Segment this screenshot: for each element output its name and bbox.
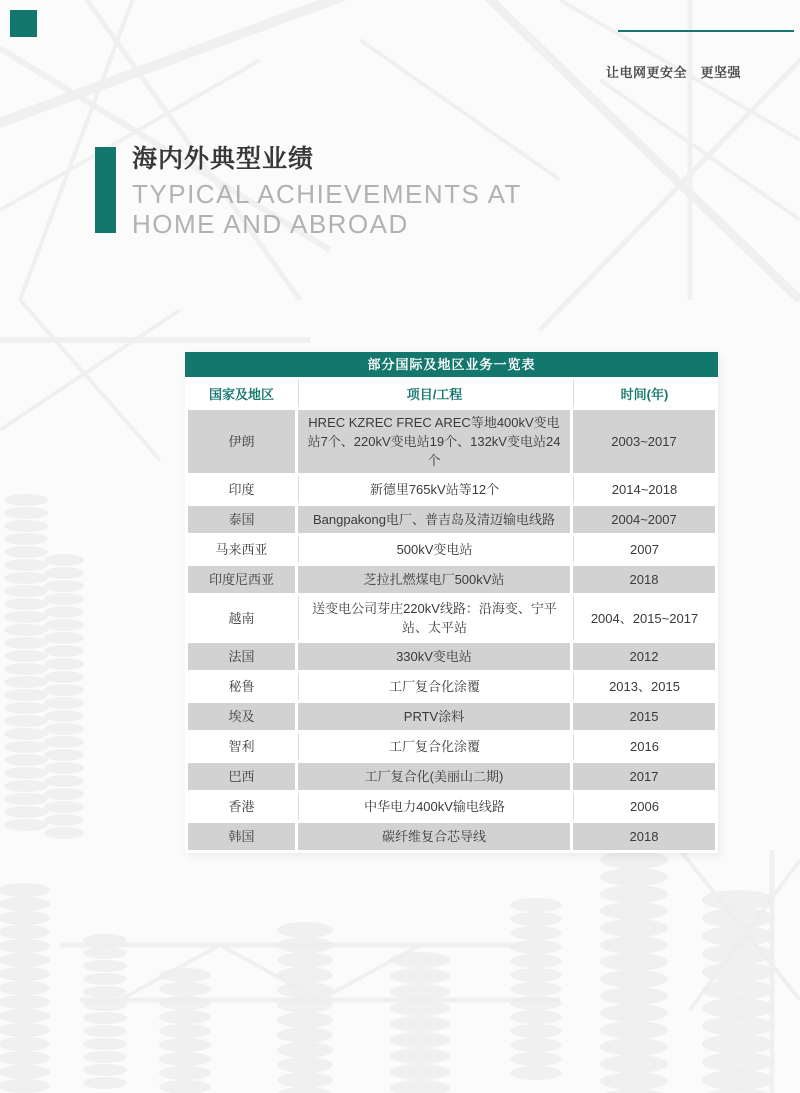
cell-project: 中华电力400kV输电线路 xyxy=(298,793,570,820)
cell-project: 新德里765kV站等12个 xyxy=(298,476,570,503)
cell-years: 2013、2015 xyxy=(573,673,715,700)
cell-region: 秘鲁 xyxy=(188,673,295,700)
table-title: 部分国际及地区业务一览表 xyxy=(185,352,718,377)
cell-region: 印度尼西亚 xyxy=(188,566,295,593)
cell-years: 2012 xyxy=(573,643,715,670)
section-heading xyxy=(95,143,522,239)
cell-project: 500kV变电站 xyxy=(298,536,570,563)
section-title-en-line2: HOME AND ABROAD xyxy=(132,209,409,239)
cell-years: 2017 xyxy=(573,763,715,790)
cell-years: 2004~2007 xyxy=(573,506,715,533)
cell-project: 芝拉扎燃煤电厂500kV站 xyxy=(298,566,570,593)
table-row xyxy=(188,506,715,533)
table-row xyxy=(188,763,715,790)
table-body xyxy=(188,410,715,850)
table-header xyxy=(188,380,715,407)
cell-region: 埃及 xyxy=(188,703,295,730)
heading-accent-bar xyxy=(95,147,116,233)
table-header-row xyxy=(188,380,715,407)
cell-years: 2018 xyxy=(573,823,715,850)
cell-region: 越南 xyxy=(188,596,295,640)
cell-years: 2018 xyxy=(573,566,715,593)
cell-project: 工厂复合化涂覆 xyxy=(298,733,570,760)
cell-region: 巴西 xyxy=(188,763,295,790)
table-row xyxy=(188,733,715,760)
table-row xyxy=(188,410,715,473)
section-title-en-line1: TYPICAL ACHIEVEMENTS AT xyxy=(132,179,522,209)
cell-years: 2003~2017 xyxy=(573,410,715,473)
table-row xyxy=(188,536,715,563)
table-row xyxy=(188,703,715,730)
achievements-table xyxy=(185,352,718,853)
section-title-zh: 海内外典型业绩 xyxy=(132,145,315,173)
section-title-en xyxy=(132,179,522,239)
table-row xyxy=(188,596,715,640)
cell-region: 印度 xyxy=(188,476,295,503)
cell-project: 碳纤维复合芯导线 xyxy=(298,823,570,850)
cell-years: 2016 xyxy=(573,733,715,760)
column-header-project: 项目/工程 xyxy=(298,380,570,407)
cell-project: 工厂复合化(美丽山二期) xyxy=(298,763,570,790)
cell-region: 马来西亚 xyxy=(188,536,295,563)
column-header-years: 时间(年) xyxy=(573,380,715,407)
table-row xyxy=(188,476,715,503)
cell-region: 泰国 xyxy=(188,506,295,533)
cell-years: 2004、2015~2017 xyxy=(573,596,715,640)
cell-region: 智利 xyxy=(188,733,295,760)
table-row xyxy=(188,566,715,593)
cell-project: Bangpakong电厂、普吉岛及清迈输电线路 xyxy=(298,506,570,533)
cell-region: 韩国 xyxy=(188,823,295,850)
corner-accent-square xyxy=(10,10,37,37)
heading-text xyxy=(132,143,522,239)
cell-project: 送变电公司芽庄220kV线路：沿海变、宁平站、太平站 xyxy=(298,596,570,640)
cell-years: 2014~2018 xyxy=(573,476,715,503)
page-slogan: 让电网更安全 更坚强 xyxy=(606,65,742,80)
cell-project: 工厂复合化涂覆 xyxy=(298,673,570,700)
slogan-overline xyxy=(618,30,794,32)
table-row xyxy=(188,823,715,850)
table-row xyxy=(188,673,715,700)
cell-years: 2015 xyxy=(573,703,715,730)
cell-region: 法国 xyxy=(188,643,295,670)
cell-region: 香港 xyxy=(188,793,295,820)
table-grid xyxy=(185,377,718,853)
cell-region: 伊朗 xyxy=(188,410,295,473)
table-row xyxy=(188,793,715,820)
cell-years: 2006 xyxy=(573,793,715,820)
cell-years: 2007 xyxy=(573,536,715,563)
column-header-region: 国家及地区 xyxy=(188,380,295,407)
table-row xyxy=(188,643,715,670)
cell-project: 330kV变电站 xyxy=(298,643,570,670)
cell-project: PRTV涂料 xyxy=(298,703,570,730)
cell-project: HREC KZREC FREC AREC等地400kV变电站7个、220kV变电站19个、132kV变电站24个 xyxy=(298,410,570,473)
